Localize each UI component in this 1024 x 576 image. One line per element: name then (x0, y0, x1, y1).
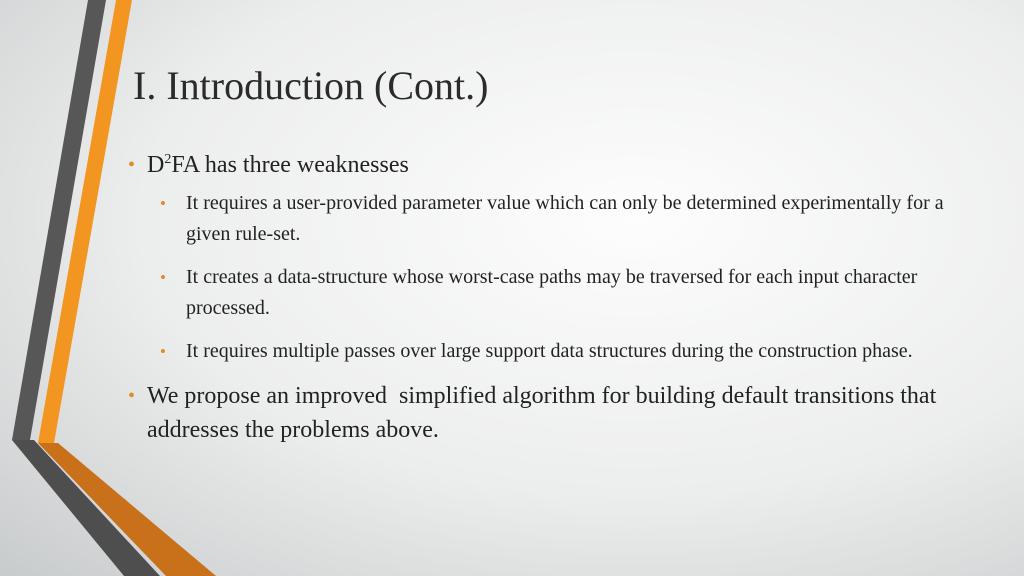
sub-bullet (159, 262, 988, 324)
sub-bullet-text: It requires a user-provided parameter value which can only be determined experimentally for a given rule-set. (186, 192, 944, 245)
bullet-text: FA has three weaknesses (171, 152, 409, 178)
sub-bullet-text: It creates a data-structure whose worst-case paths may be traversed for each input character processed. (186, 266, 918, 319)
slide-title: I. Introduction (Cont.) (133, 63, 489, 108)
slide-body (128, 148, 988, 447)
bullet-dot: • (160, 268, 166, 287)
bullet-dot: • (160, 342, 166, 361)
bullet-dot: • (128, 385, 136, 407)
superscript: 2 (164, 152, 172, 167)
sub-bullet (159, 336, 988, 367)
sub-bullet (159, 188, 988, 250)
bullet-proposal (128, 379, 988, 447)
bullet-dot: • (160, 194, 166, 213)
bullet-dot: • (128, 154, 136, 176)
sub-bullet-text: It requires multiple passes over large support data structures during the construction phase. (186, 340, 913, 362)
gray-lower-stripe (12, 440, 160, 576)
bullet-text: We propose an improved simplified algorithm for building default transitions that addresses the problems above. (147, 383, 943, 443)
bullet-prefix: D (147, 152, 165, 178)
bullet-d2fa-weaknesses (128, 148, 988, 182)
